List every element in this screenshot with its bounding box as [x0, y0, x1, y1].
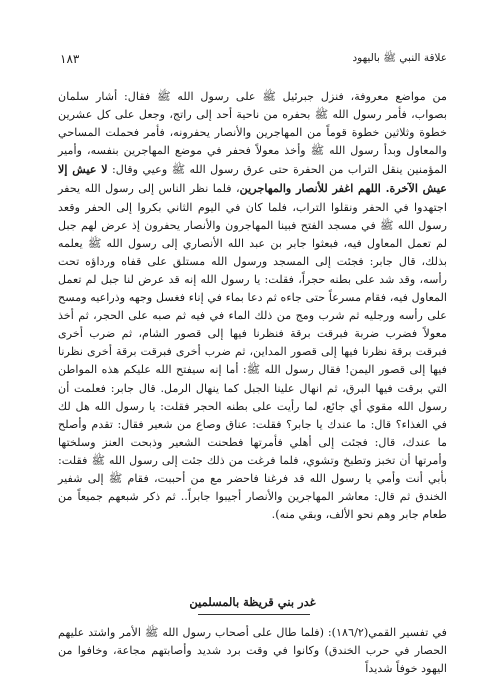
section-text-block	[58, 624, 447, 678]
paragraph-text-a: من مواضع معروفة، فنزل جبرئيل ﷺ على رسول الله ﷺ فقال: أشار سلمان بصواب، فأمر رسول الله ﷺ بحفره من ناحية أحد إلى راتج، وجعل على كل عشرين خطوة وثلاثين خطوة قوماً من المهاجرين والأنصار يحفرونه، فأمر فحملت المساحي والمعاول وبدأ رسول الله ﷺ وأخذ معولاً فحفر في موضع المهاجرين بنفسه، وأمير المؤمنين ينقل التراب من الحفرة حتى عرق رسول الله ﷺ وعيي وقال:	[58, 90, 447, 177]
section-heading: غدر بني قريظة بالمسلمين	[189, 595, 316, 609]
paragraph: في تفسير القمي(١٨٦/٢): (فلما طال على أصحاب رسول الله ﷺ الأمر واشتد عليهم الحصار في حرب الخندق) وكانوا في وقت برد شديد وأصابتهم مجاعة، وخافوا من اليهود خوفاً شديداً	[58, 626, 447, 676]
running-title: علاقة النبي ﷺ باليهود	[352, 51, 447, 64]
running-header	[60, 49, 447, 69]
paragraph	[58, 88, 447, 524]
main-text-block	[58, 88, 447, 524]
heading-underline	[198, 614, 310, 615]
page-number: ١٨٣	[60, 52, 80, 66]
bold-invocation: لا عيش إلا عيش الآخرة. اللهم اغفر للأنصار والمهاجرين	[58, 162, 447, 196]
paragraph-text-b: ، فلما نظر الناس إلى رسول الله يحفر اجتهدوا في الحفر ونقلوا التراب، فلما كان في اليوم الثاني بكروا إلى الحفر وقعد رسول الله ﷺ في مسجد الفتح فبينا المهاجرون والأنصار يحفرون إذ عرض لهم جبل لم تعمل المعاول فيه، فبعثوا جابر بن عبد الله الأنصاري إلى رسول الله ﷺ يعلمه بذلك، قال جابر: فجئت إلى المسجد ورسول الله مستلق على قفاه ورداؤه تحت رأسه، وقد شد على بطنه حجراً، فقلت: يا رسول الله إنه قد عرض لنا جبل لم تعمل المعاول فيه، فقام مسرعاً حتى جاءه ثم دعا بماء في إناء فغسل وجهه وذراعيه ومسح على رأسه ورجليه ثم شرب ومج من ذلك الماء في فيه ثم صبه على الحجر، ثم أخذ معولاً فضرب ضربة فبرقت برقة فنظرنا فيها إلى قصور الشام، ثم ضرب أخرى فبرقت برقة نظرنا فيها إلى قصور المداين، ثم ضرب أخرى فبرقت برقة أخرى نظرنا فيها إلى قصور اليمن! فقال رسول الله ﷺ: أما إنه سيفتح الله عليكم هذه المواطن التي برقت فيها البرق، ثم انهال علينا الجبل كما ينهال الرمل. قال جابر: فعلمت أن رسول الله مقوي أي جائع، لما رأيت على بطنه الحجر فقلت: يا رسول الله هل لك في الغذاء؟ قال: ما عندك يا جابر؟ فقلت: عناق وصاع من شعير فقال: تقدم وأصلح ما عندك، قال: فجئت إلى أهلي فأمرتها فطحنت الشعير وذبحت العنز وسلختها وأمرتها أن تخبز وتطبخ وتشوي، فلما فرغت من ذلك جئت إلى رسول الله ﷺ فقلت: بأبي أنت وأمي يا رسول الله قد فرغنا فاحضر مع من أحببت، فقام ﷺ إلى شفير الخندق ثم قال: معاشر المهاجرين والأنصار أجيبوا جابراً.. ثم ذكر شبعهم جميعاً من طعام جابر وهم نحو الألف، وبقي منه).	[58, 182, 447, 522]
